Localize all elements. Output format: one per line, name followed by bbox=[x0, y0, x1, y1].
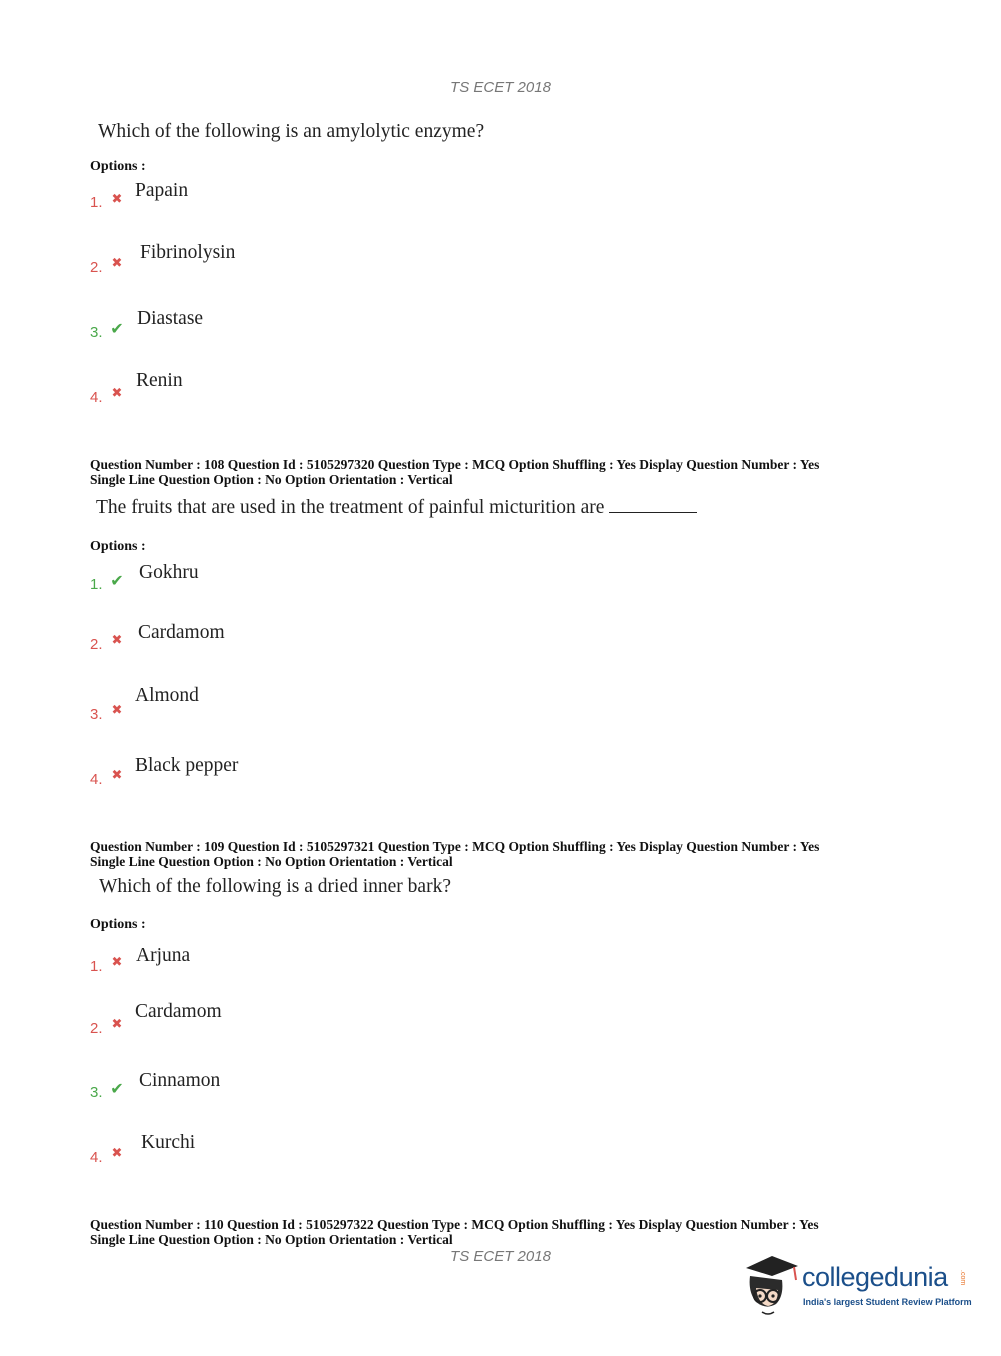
mascot-icon bbox=[742, 1252, 802, 1318]
option-text: Fibrinolysin bbox=[140, 242, 236, 263]
question-text: Which of the following is a dried inner bark? bbox=[99, 876, 451, 897]
answer-blank bbox=[609, 500, 697, 513]
option-text: Cinnamon bbox=[139, 1070, 221, 1091]
page-header: TS ECET 2018 bbox=[450, 79, 551, 96]
question-text-content: The fruits that are used in the treatment of painful micturition are bbox=[96, 497, 605, 518]
logo-wordmark: collegedunia bbox=[802, 1262, 948, 1292]
cross-icon: ✖ bbox=[111, 1017, 123, 1032]
question-meta-line: Question Number : 108 Question Id : 5105297320 Question Type : MCQ Option Shuffling : Yes Display Question Number : Yes bbox=[90, 457, 820, 472]
cross-icon: ✖ bbox=[111, 386, 123, 401]
options-label: Options : bbox=[90, 917, 146, 932]
option-number: 4. bbox=[90, 389, 103, 406]
option-text: Cardamom bbox=[138, 622, 225, 643]
cross-icon: ✖ bbox=[111, 256, 123, 271]
option-number: 2. bbox=[90, 1020, 103, 1037]
cross-icon: ✖ bbox=[111, 1146, 123, 1161]
option-number: 4. bbox=[90, 1149, 103, 1166]
option-text: Diastase bbox=[137, 308, 204, 329]
check-icon: ✔ bbox=[110, 319, 124, 338]
option-number: 3. bbox=[90, 1084, 103, 1101]
option-number: 2. bbox=[90, 636, 103, 653]
options-label: Options : bbox=[90, 539, 146, 554]
question-meta-line: Question Number : 109 Question Id : 5105297321 Question Type : MCQ Option Shuffling : Yes Display Question Number : Yes bbox=[90, 839, 820, 854]
question-meta bbox=[90, 1217, 910, 1247]
question-text bbox=[96, 497, 697, 519]
cross-icon: ✖ bbox=[111, 192, 123, 207]
options-label: Options : bbox=[90, 159, 146, 174]
option-text: Cardamom bbox=[135, 1001, 222, 1022]
cross-icon: ✖ bbox=[111, 703, 123, 718]
cross-icon: ✖ bbox=[111, 768, 123, 783]
option-text: Arjuna bbox=[136, 945, 191, 966]
question-meta bbox=[90, 839, 910, 869]
option-number: 2. bbox=[90, 259, 103, 276]
logo-domain-suffix: .com bbox=[959, 1270, 966, 1286]
option-number: 3. bbox=[90, 324, 103, 341]
option-text: Gokhru bbox=[139, 562, 199, 583]
cross-icon: ✖ bbox=[111, 633, 123, 648]
check-icon: ✔ bbox=[110, 571, 124, 590]
option-text: Renin bbox=[136, 370, 183, 391]
logo-tagline: India's largest Student Review Platform bbox=[803, 1297, 972, 1307]
check-icon: ✔ bbox=[110, 1079, 124, 1098]
option-text: Almond bbox=[135, 685, 199, 706]
option-text: Kurchi bbox=[141, 1132, 196, 1153]
collegedunia-logo[interactable] bbox=[742, 1252, 970, 1318]
option-number: 1. bbox=[90, 576, 103, 593]
option-number: 1. bbox=[90, 194, 103, 211]
page-footer: TS ECET 2018 bbox=[450, 1248, 551, 1265]
option-text: Papain bbox=[135, 180, 189, 201]
option-number: 3. bbox=[90, 706, 103, 723]
option-number: 4. bbox=[90, 771, 103, 788]
question-meta-line: Question Number : 110 Question Id : 5105297322 Question Type : MCQ Option Shuffling : Yes Display Question Number : Yes bbox=[90, 1217, 819, 1232]
question-meta-line: Single Line Question Option : No Option Orientation : Vertical bbox=[90, 1232, 453, 1247]
question-text: Which of the following is an amylolytic enzyme? bbox=[98, 121, 485, 142]
option-text: Black pepper bbox=[135, 755, 239, 776]
question-meta bbox=[90, 457, 910, 487]
question-meta-line: Single Line Question Option : No Option Orientation : Vertical bbox=[90, 854, 453, 869]
question-meta-line: Single Line Question Option : No Option Orientation : Vertical bbox=[90, 472, 453, 487]
cross-icon: ✖ bbox=[111, 955, 123, 970]
option-number: 1. bbox=[90, 958, 103, 975]
